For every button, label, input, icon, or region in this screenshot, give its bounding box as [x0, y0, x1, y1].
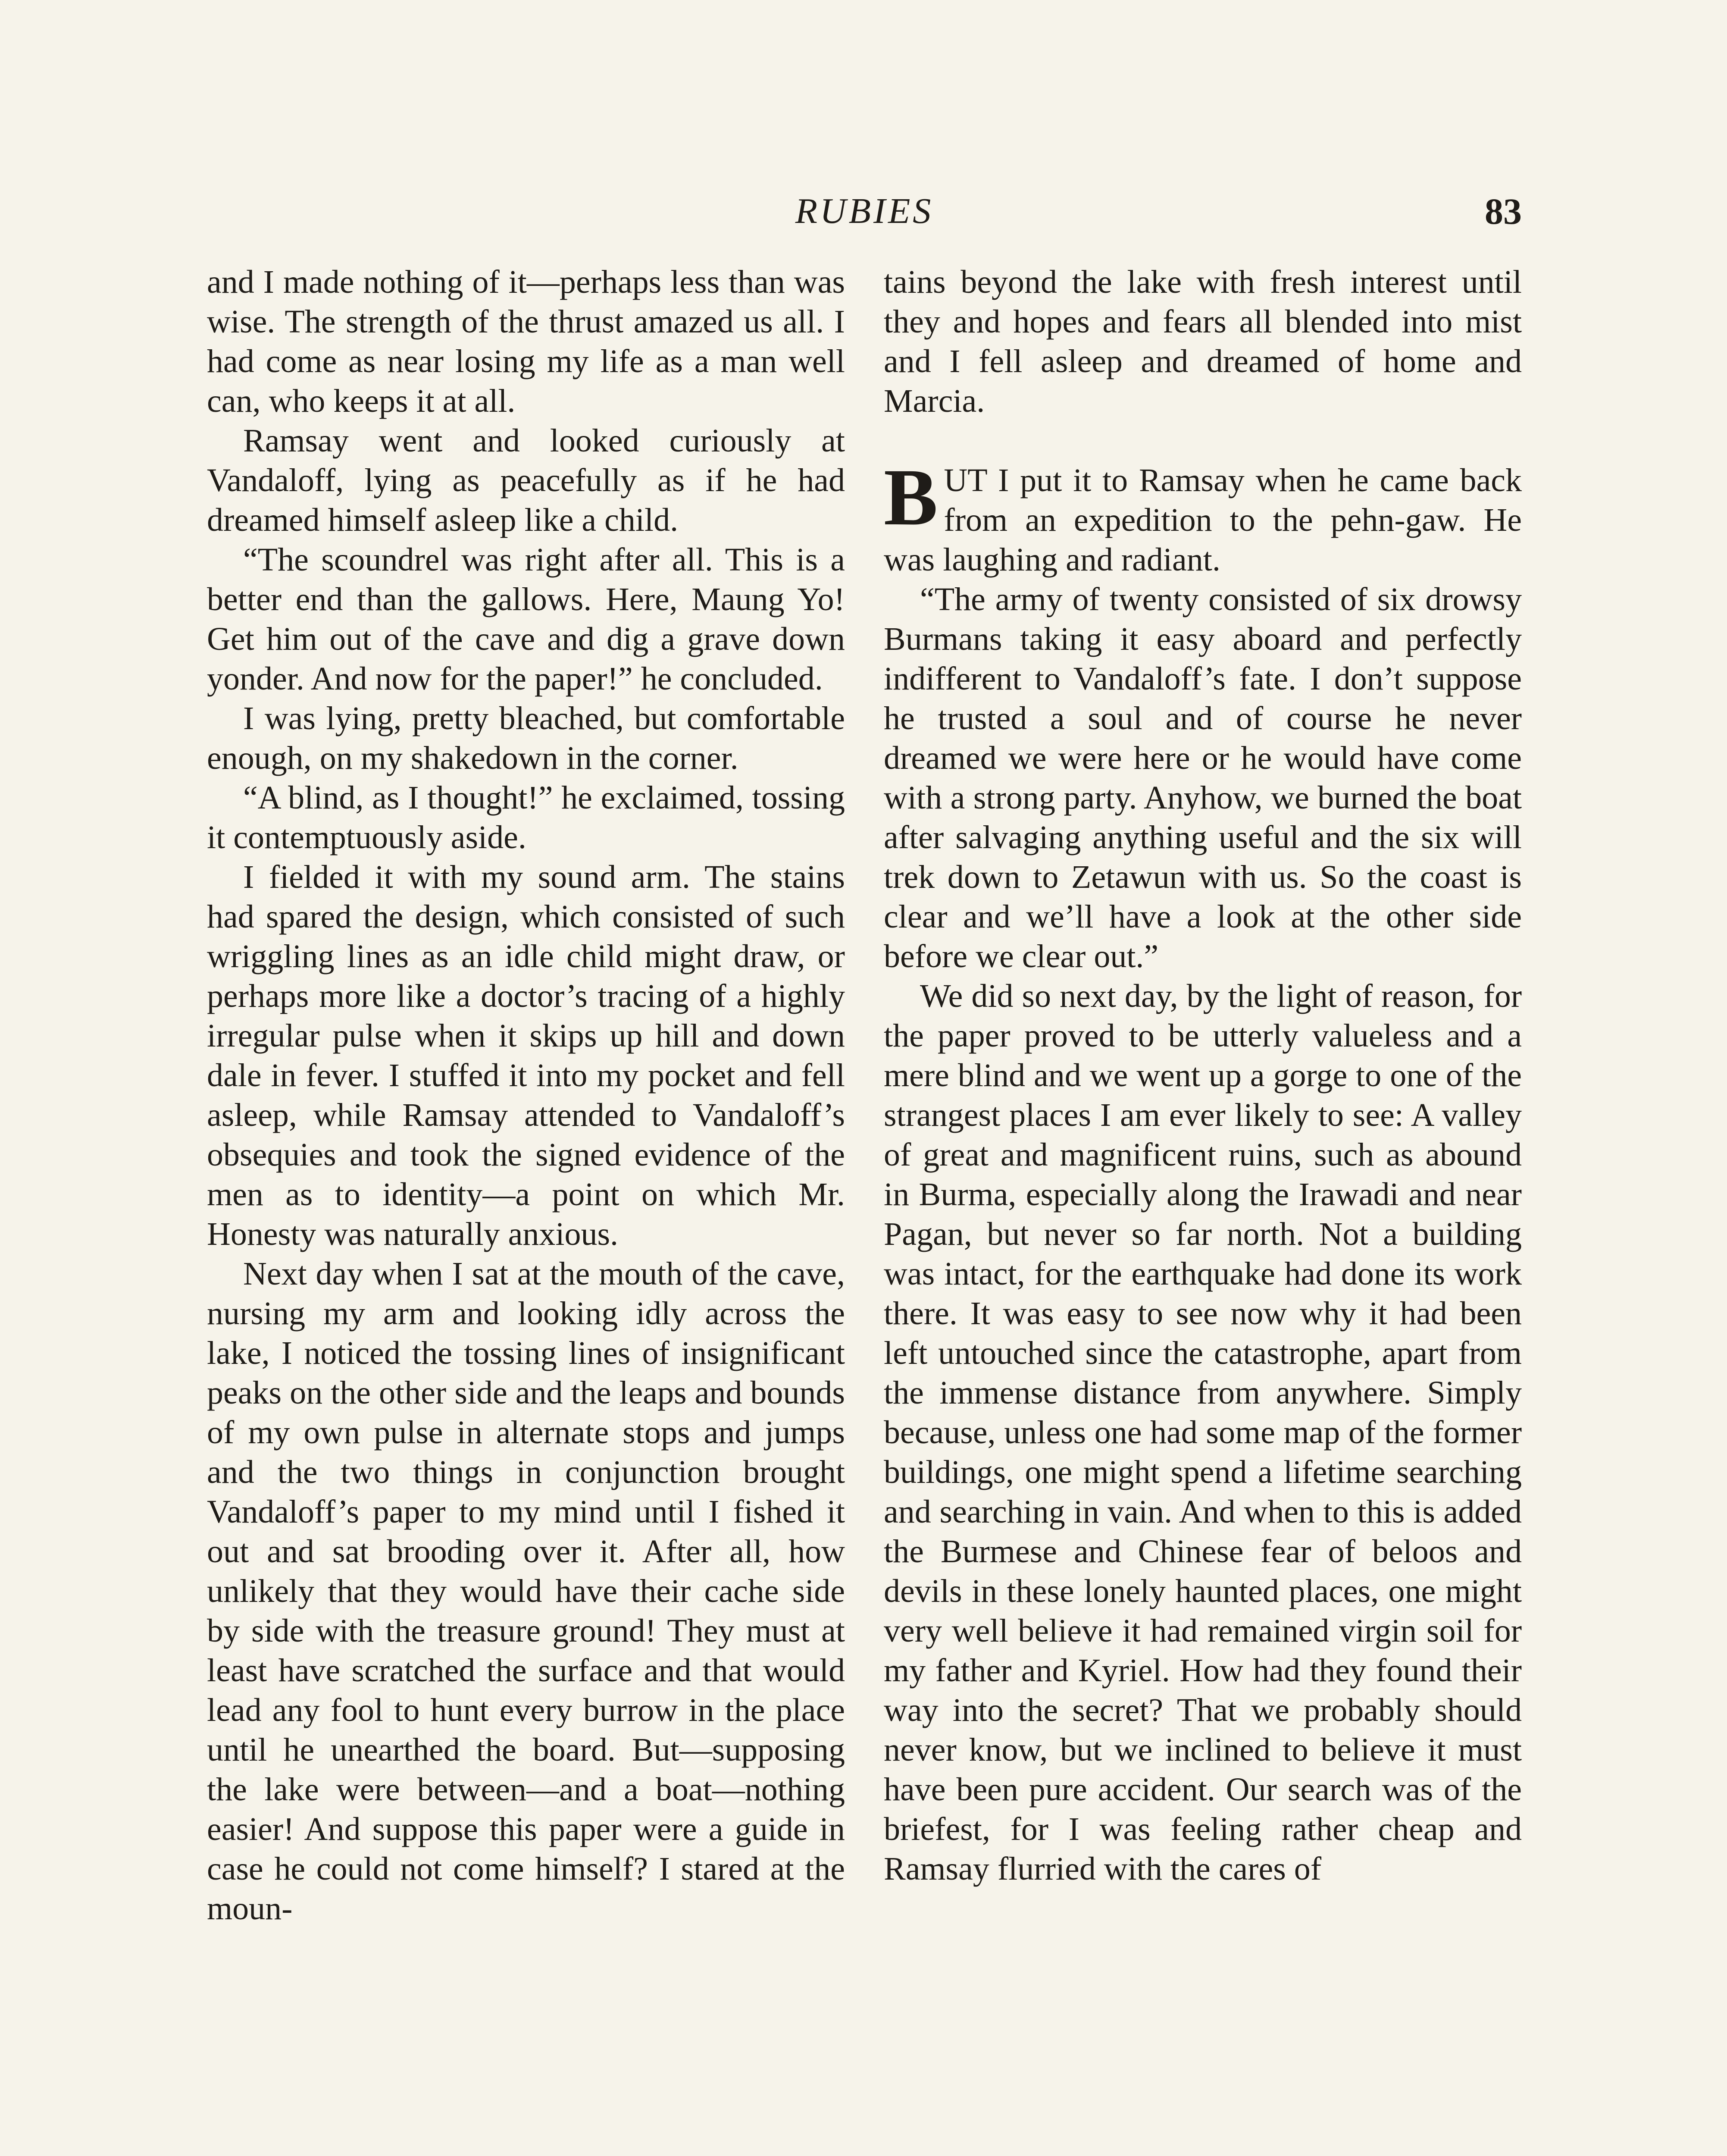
paragraph: “The scoundrel was right after all. This is a better end than the gallows. Here, Maung Yo! Get him out of the cave and dig a grave down yonder. And now for the paper!” he concluded.	[207, 542, 845, 697]
paragraph: “The army of twenty consisted of six drowsy Burmans taking it easy aboard and perfectly indifferent to Vandaloff’s fate. I don’t suppose he trusted a soul and of course he never dreamed we were here or he would have come with a strong party. Anyhow, we burned the boat after salvaging anything useful and the six will trek down to Zetawun with us. So the coast is clear and we’ll have a look at the other side before we clear out.”	[884, 581, 1522, 975]
drop-cap: B	[884, 452, 938, 542]
section-opening-text: UT I put it to Ramsay when he came back from an expedition to the pehn-gaw. He was laughing and radiant.	[884, 462, 1522, 578]
paragraph: I fielded it with my sound arm. The stains had spared the design, which consisted of such wriggling lines as an idle child might draw, or perhaps more like a doctor’s tracing of a highly irregular pulse when it skips up hill and down dale in fever. I stuffed it into my pocket and fell asleep, while Ramsay attended to Vandaloff’s obsequies and took the signed evidence of the men as to identity—a point on which Mr. Honesty was naturally anxious.	[207, 859, 845, 1252]
section-opening-paragraph	[884, 452, 1522, 580]
right-column	[884, 262, 1522, 2156]
paragraph: Next day when I sat at the mouth of the cave, nursing my arm and looking idly across the lake, I noticed the tossing lines of insignificant peaks on the other side and the leaps and bounds of my own pulse in alternate stops and jumps and the two things in conjunction brought Vandaloff’s paper to my mind until I fished it out and sat brooding over it. After all, how unlikely that they would have their cache side by side with the treasure ground! They must at least have scratched the surface and that would lead any fool to hunt every burrow in the place until he unearthed the board. But—supposing the lake were between—and a boat—nothing easier! And suppose this paper were a guide in case he could not come himself? I stared at the moun-	[207, 1256, 845, 1927]
paragraph: I was lying, pretty bleached, but comfortable enough, on my shakedown in the corner.	[207, 700, 845, 776]
paragraph: “A blind, as I thought!” he exclaimed, tossing it contemptuously aside.	[207, 780, 845, 856]
running-title: RUBIES	[795, 191, 934, 231]
page-number: 83	[1485, 191, 1522, 232]
paragraph: and I made nothing of it—perhaps less than was wise. The strength of the thrust amazed us all. I had come as near losing my life as a man well can, who keeps it at all.	[207, 264, 845, 419]
paragraph: Ramsay went and looked curiously at Vandaloff, lying as peacefully as if he had dreamed himself asleep like a child.	[207, 423, 845, 538]
left-column	[207, 262, 845, 2156]
paragraph: tains beyond the lake with fresh interest until they and hopes and fears all blended into mist and I fell asleep and dreamed of home and Marcia.	[884, 264, 1522, 419]
text-columns	[207, 262, 1522, 2156]
paragraph: We did so next day, by the light of reason, for the paper proved to be utterly valueless and a mere blind and we went up a gorge to one of the strangest places I am ever likely to see: A valley of great and magnificent ruins, such as abound in Burma, especially along the Irawadi and near Pagan, but never so far north. Not a building was intact, for the earthquake had done its work there. It was easy to see now why it had been left untouched since the catastrophe, apart from the immense distance from anywhere. Simply because, unless one had some map of the former buildings, one might spend a lifetime searching and searching in vain. And when to this is added the Burmese and Chinese fear of beloos and devils in these lonely haunted places, one might very well believe it had remained virgin soil for my father and Kyriel. How had they found their way into the secret? That we probably should never know, but we inclined to believe it must have been pure accident. Our search was of the briefest, for I was feeling rather cheap and Ramsay flurried with the cares of	[884, 978, 1522, 1887]
page-header	[207, 181, 1522, 241]
